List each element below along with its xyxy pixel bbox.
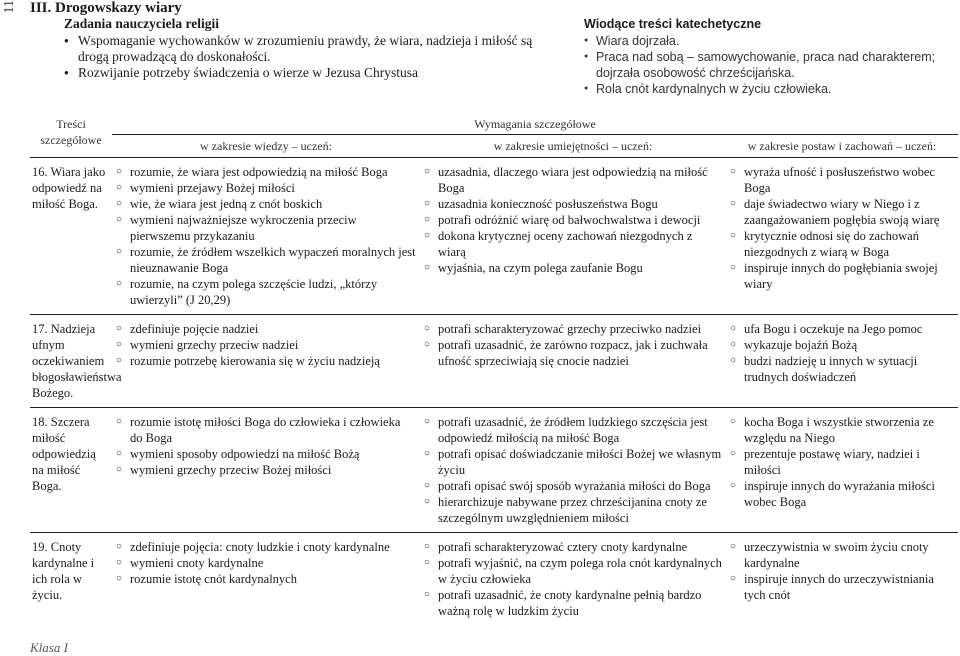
list-item: ○ rozumie istotę miłości Boga do człowieka i człowieka do Boga: [116, 414, 416, 446]
skills-cell: [420, 315, 726, 408]
teacher-task-item: ● Wspomaganie wychowanków w zrozumieniu prawdy, że wiara, nadzieja i miłość są drogą prowadzącą do doskonałości.: [64, 33, 534, 65]
list-item: ○ potrafi opisać doświadczanie miłości Bożej we własnym życiu: [424, 446, 722, 478]
list-item: ○ rozumie istotę cnót kardynalnych: [116, 571, 416, 587]
list-item: ○ wie, że wiara jest jedną z cnót boskich: [116, 196, 416, 212]
list-item: ○ inspiruje innych do pogłębiania swojej wiary: [730, 260, 954, 292]
knowledge-cell: [112, 408, 420, 533]
list-item: ○ krytycznie odnosi się do zachowań niezgodnych z wiarą w Boga: [730, 228, 954, 260]
list-item: ○ urzeczywistnia w swoim życiu cnoty kardynalne: [730, 539, 954, 571]
catechetical-heading: Wiodące treści katechetyczne: [584, 17, 762, 31]
catechetical-item: ● Rola cnót kardynalnych w życiu człowieka.: [584, 81, 954, 97]
list-item: ○ wyraża ufność i posłuszeństwo wobec Boga: [730, 164, 954, 196]
skills-cell: [420, 533, 726, 626]
table-row: [30, 158, 958, 315]
skills-column-header: w zakresie umiejętności – uczeń:: [420, 135, 726, 158]
teacher-tasks-list: [64, 33, 534, 81]
list-item: ○ kocha Boga i wszystkie stworzenia ze względu na Niego: [730, 414, 954, 446]
skills-cell: [420, 158, 726, 315]
topic-column-header: Treści szczegółowe: [30, 114, 112, 158]
list-item: ○ wymieni grzechy przeciw Bożej miłości: [116, 462, 416, 478]
attitudes-cell: [726, 533, 958, 626]
teacher-task-item: ● Rozwijanie potrzeby świadczenia o wierze w Jezusa Chrystusa: [64, 65, 534, 81]
section-title: III. Drogowskazy wiary: [30, 0, 182, 16]
catechetical-list: [584, 33, 954, 97]
topic-cell: 17. Nadzieja ufnym oczekiwaniem błogosławieństwa Bożego.: [32, 322, 122, 400]
list-item: ○ potrafi odróżnić wiarę od bałwochwalstwa i dewocji: [424, 212, 722, 228]
list-item: ○ potrafi opisać swój sposób wyrażania miłości do Boga: [424, 478, 722, 494]
footer-class-label: Klasa I: [30, 640, 68, 655]
list-item: ○ wymieni sposoby odpowiedzi na miłość Bożą: [116, 446, 416, 462]
knowledge-cell: [112, 158, 420, 315]
list-item: ○ budzi nadzieję u innych w sytuacji trudnych doświadczeń: [730, 353, 954, 385]
list-item: ○ wykazuje bojaźń Bożą: [730, 337, 954, 353]
list-item: ○ hierarchizuje nabywane przez chrześcijanina cnoty ze szczególnym uwzględnieniem miłości: [424, 494, 722, 526]
list-item: ○ inspiruje innych do urzeczywistniania tych cnót: [730, 571, 954, 603]
catechetical-content-block: [584, 16, 954, 97]
list-item: ○ ufa Bogu i oczekuje na Jego pomoc: [730, 321, 954, 337]
table-row: [30, 408, 958, 533]
page-number: 11: [2, 0, 17, 14]
list-item: ○ rozumie, na czym polega szczęście ludzi, „którzy uwierzyli” (J 20,29): [116, 276, 416, 308]
list-item: ○ zdefiniuje pojęcia: cnoty ludzkie i cnoty kardynalne: [116, 539, 416, 555]
catechetical-item: ● Praca nad sobą – samowychowanie, praca nad charakterem; dojrzała osobowość chrześcijańska.: [584, 49, 954, 81]
list-item: ○ uzasadnia, dlaczego wiara jest odpowiedzią na miłość Boga: [424, 164, 722, 196]
topic-cell: 16. Wiara jako odpowiedź na miłość Boga.: [32, 165, 106, 211]
list-item: ○ prezentuje postawę wiary, nadziei i miłości: [730, 446, 954, 478]
list-item: ○ dokona krytycznej oceny zachowań niezgodnych z wiarą: [424, 228, 722, 260]
requirements-header: Wymagania szczegółowe: [112, 114, 958, 135]
list-item: ○ uzasadnia konieczność posłuszeństwa Bogu: [424, 196, 722, 212]
attitudes-cell: [726, 315, 958, 408]
skills-cell: [420, 408, 726, 533]
list-item: ○ wymieni najważniejsze wykroczenia przeciw pierwszemu przykazaniu: [116, 212, 416, 244]
list-item: ○ inspiruje innych do wyrażania miłości wobec Boga: [730, 478, 954, 510]
topic-cell: 19. Cnoty kardynalne i ich rola w życiu.: [32, 540, 95, 602]
list-item: ○ wymieni cnoty kardynalne: [116, 555, 416, 571]
list-item: ○ rozumie potrzebę kierowania się w życiu nadzieją: [116, 353, 416, 369]
list-item: ○ potrafi uzasadnić, że cnoty kardynalne pełnią bardzo ważną rolę w ludzkim życiu: [424, 587, 722, 619]
list-item: ○ potrafi scharakteryzować cztery cnoty kardynalne: [424, 539, 722, 555]
table-row: [30, 315, 958, 408]
attitudes-column-header: w zakresie postaw i zachowań – uczeń:: [726, 135, 958, 158]
list-item: ○ potrafi uzasadnić, że zarówno rozpacz, jak i zuchwała ufność sprzeciwiają się cnocie nadziei: [424, 337, 722, 369]
requirements-table: [30, 114, 958, 625]
knowledge-cell: [112, 315, 420, 408]
list-item: ○ potrafi uzasadnić, że źródłem ludzkiego szczęścia jest odpowiedź miłością na miłość Boga: [424, 414, 722, 446]
teacher-tasks-block: [64, 16, 534, 81]
list-item: ○ zdefiniuje pojęcie nadziei: [116, 321, 416, 337]
list-item: ○ wymieni przejawy Bożej miłości: [116, 180, 416, 196]
list-item: ○ daje świadectwo wiary w Niego i z zaangażowaniem pogłębia swoją wiarę: [730, 196, 954, 228]
catechetical-item: ● Wiara dojrzała.: [584, 33, 954, 49]
list-item: ○ wymieni grzechy przeciw nadziei: [116, 337, 416, 353]
list-item: ○ rozumie, że źródłem wszelkich wypaczeń moralnych jest nieuznawanie Boga: [116, 244, 416, 276]
list-item: ○ wyjaśnia, na czym polega zaufanie Bogu: [424, 260, 722, 276]
knowledge-column-header: w zakresie wiedzy – uczeń:: [112, 135, 420, 158]
list-item: ○ potrafi scharakteryzować grzechy przeciwko nadziei: [424, 321, 722, 337]
topic-cell: 18. Szczera miłość odpowiedzią na miłość Boga.: [32, 415, 96, 493]
attitudes-cell: [726, 408, 958, 533]
teacher-tasks-heading: Zadania nauczyciela religii: [64, 16, 219, 31]
list-item: ○ rozumie, że wiara jest odpowiedzią na miłość Boga: [116, 164, 416, 180]
attitudes-cell: [726, 158, 958, 315]
knowledge-cell: [112, 533, 420, 626]
list-item: ○ potrafi wyjaśnić, na czym polega rola cnót kardynalnych w życiu człowieka: [424, 555, 722, 587]
table-row: [30, 533, 958, 626]
